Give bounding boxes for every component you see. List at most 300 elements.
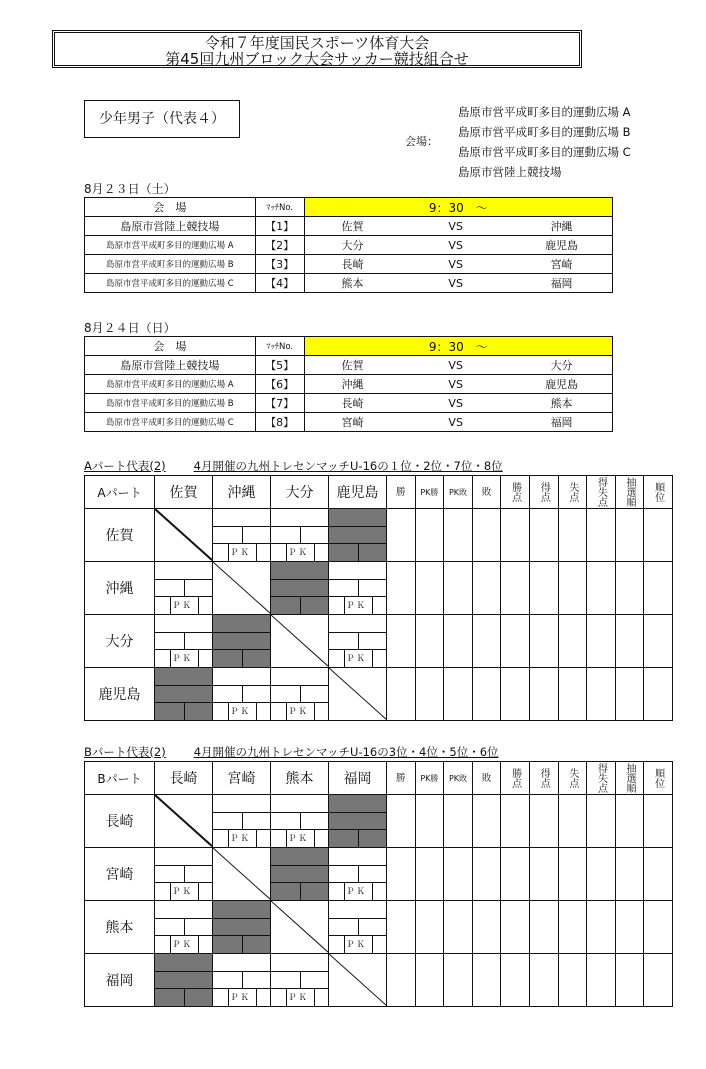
pk-label: ＰＫ — [172, 940, 194, 950]
stat-cell — [587, 562, 616, 615]
diagonal-slash — [155, 795, 212, 846]
stat-header — [415, 762, 444, 795]
stat-cell — [415, 509, 444, 562]
stat-cell — [387, 954, 416, 1007]
shaded-score-cell — [329, 795, 386, 847]
schedule-table — [84, 336, 613, 432]
stat-header — [501, 476, 530, 509]
score-cell — [271, 954, 328, 1006]
stat-header-label: 順位 — [652, 768, 664, 788]
result-cell — [329, 615, 387, 668]
stat-cell — [501, 509, 530, 562]
result-cell — [213, 954, 271, 1007]
team-row-header: 大分 — [85, 615, 155, 668]
stat-cell — [472, 668, 501, 721]
league-row — [85, 615, 673, 668]
match-venue: 島原市営平成町多目的運動広場 C — [85, 274, 256, 293]
league-row — [85, 562, 673, 615]
stat-cell — [472, 509, 501, 562]
stat-cell — [472, 615, 501, 668]
shaded-score-cell — [155, 954, 212, 1006]
score-cell — [155, 901, 212, 953]
match-away: 宮崎 — [511, 255, 612, 274]
pk-label: ＰＫ — [288, 834, 310, 844]
stat-header — [644, 476, 673, 509]
pk-label: ＰＫ — [346, 940, 368, 950]
match-away: 熊本 — [511, 394, 612, 413]
stat-header-label: 勝点 — [509, 768, 521, 788]
team-column-header: 大分 — [271, 476, 329, 509]
stat-cell — [587, 509, 616, 562]
score-cell — [155, 848, 212, 900]
result-cell — [271, 668, 329, 721]
stat-cell — [444, 901, 473, 954]
venue-item: 島原市営平成町多目的運動広場 C — [458, 145, 631, 159]
stat-cell — [615, 954, 644, 1007]
shaded-score-cell — [213, 615, 270, 667]
stat-header-label: 失点 — [566, 768, 578, 788]
diagonal-slash — [213, 848, 270, 899]
stat-cell — [529, 901, 558, 954]
venue-item: 島原市営平成町多目的運動広場 B — [458, 125, 631, 139]
match-number: 【5】 — [255, 356, 304, 375]
match-vs: VS — [400, 236, 511, 255]
match-away: 大分 — [511, 356, 612, 375]
result-cell — [155, 615, 213, 668]
match-vs: VS — [400, 413, 511, 432]
team-column-header: 宮崎 — [213, 762, 271, 795]
stat-cell — [387, 509, 416, 562]
stat-cell — [615, 901, 644, 954]
result-cell — [213, 901, 271, 954]
score-cell — [329, 848, 386, 900]
match-no-header: ﾏｯﾁNo. — [255, 337, 304, 356]
shaded-score-cell — [213, 901, 270, 953]
result-cell — [271, 954, 329, 1007]
match-venue: 島原市営平成町多目的運動広場 A — [85, 236, 256, 255]
team-row-header: 福岡 — [85, 954, 155, 1007]
pk-label: ＰＫ — [172, 654, 194, 664]
match-venue: 島原市営平成町多目的運動広場 B — [85, 255, 256, 274]
stat-header — [387, 762, 416, 795]
match-venue: 島原市営平成町多目的運動広場 C — [85, 413, 256, 432]
result-cell — [155, 954, 213, 1007]
score-cell — [213, 509, 270, 561]
stat-cell — [615, 668, 644, 721]
score-cell — [329, 615, 386, 667]
stat-header — [501, 762, 530, 795]
match-row — [85, 274, 613, 293]
league-row — [85, 668, 673, 721]
stat-header — [587, 476, 616, 509]
stat-header — [615, 476, 644, 509]
match-venue: 島原市営平成町多目的運動広場 A — [85, 375, 256, 394]
match-row — [85, 255, 613, 274]
stat-cell — [387, 562, 416, 615]
match-home: 沖縄 — [304, 375, 400, 394]
match-row — [85, 375, 613, 394]
part-heading — [84, 744, 624, 760]
match-home: 佐賀 — [304, 217, 400, 236]
stat-cell — [444, 562, 473, 615]
match-no-header: ﾏｯﾁNo. — [255, 198, 304, 217]
stat-header-label: 失点 — [566, 482, 578, 502]
stat-cell — [501, 668, 530, 721]
stat-cell — [529, 615, 558, 668]
result-cell — [329, 562, 387, 615]
score-cell — [329, 901, 386, 953]
score-cell — [271, 668, 328, 720]
pk-label: ＰＫ — [230, 993, 252, 1003]
team-row-header: 鹿児島 — [85, 668, 155, 721]
result-cell — [329, 509, 387, 562]
stat-header-label: 敗 — [481, 772, 492, 784]
diagonal-slash — [271, 901, 328, 952]
stat-cell — [501, 901, 530, 954]
stat-header — [529, 476, 558, 509]
team-row-header: 佐賀 — [85, 509, 155, 562]
match-away: 福岡 — [511, 274, 612, 293]
match-home: 熊本 — [304, 274, 400, 293]
match-away: 鹿児島 — [511, 236, 612, 255]
stat-cell — [387, 795, 416, 848]
stat-cell — [501, 848, 530, 901]
diagonal-slash — [329, 668, 386, 719]
stat-header-label: PK敗 — [448, 487, 468, 497]
stat-cell — [529, 668, 558, 721]
stat-header — [587, 762, 616, 795]
stat-cell — [529, 562, 558, 615]
pk-label: ＰＫ — [288, 707, 310, 717]
result-cell — [271, 848, 329, 901]
stat-cell — [587, 954, 616, 1007]
match-home: 長崎 — [304, 394, 400, 413]
result-cell — [329, 668, 387, 721]
match-vs: VS — [400, 394, 511, 413]
part-corner: Bパート — [85, 762, 155, 795]
match-vs: VS — [400, 217, 511, 236]
result-cell — [155, 509, 213, 562]
stat-header-label: PK敗 — [448, 773, 468, 783]
venue-item: 島原市営陸上競技場 — [458, 165, 562, 179]
result-cell — [271, 615, 329, 668]
title-line2: 第45回九州ブロック大会サッカー競技組合せ — [165, 50, 469, 68]
venue-header: 会 場 — [85, 198, 256, 217]
stat-header-label: 敗 — [481, 486, 492, 498]
category-box: 少年男子（代表４） — [84, 100, 240, 138]
venue-header: 会 場 — [85, 337, 256, 356]
schedule-header-row — [85, 198, 613, 217]
match-vs: VS — [400, 356, 511, 375]
stat-cell — [444, 848, 473, 901]
kickoff-time: 9：30 ～ — [304, 337, 612, 356]
stat-header-label: 得失点 — [595, 477, 607, 507]
schedule-date: 8月２３日（土） — [84, 182, 176, 196]
pk-label: ＰＫ — [346, 654, 368, 664]
stat-cell — [472, 954, 501, 1007]
stat-cell — [587, 615, 616, 668]
stat-cell — [558, 795, 587, 848]
stat-cell — [444, 668, 473, 721]
result-cell — [155, 901, 213, 954]
document-title — [52, 30, 582, 68]
match-vs: VS — [400, 255, 511, 274]
stat-cell — [644, 615, 673, 668]
stat-cell — [644, 954, 673, 1007]
shaded-score-cell — [271, 562, 328, 614]
stat-cell — [558, 509, 587, 562]
match-home: 長崎 — [304, 255, 400, 274]
stat-cell — [415, 954, 444, 1007]
team-column-header: 沖縄 — [213, 476, 271, 509]
stat-cell — [501, 615, 530, 668]
match-row — [85, 356, 613, 375]
part-note: 4月開催の九州トレセンマッチU-16の3位・4位・5位・6位 — [193, 745, 499, 759]
stat-header-label: 得点 — [538, 482, 550, 502]
stat-header-label: 得失点 — [595, 763, 607, 793]
stat-cell — [587, 668, 616, 721]
stat-cell — [387, 668, 416, 721]
part-title: Aパート代表(2) — [84, 459, 166, 473]
pk-label: ＰＫ — [288, 548, 310, 558]
stat-cell — [472, 562, 501, 615]
match-vs: VS — [400, 274, 511, 293]
shaded-score-cell — [329, 509, 386, 561]
score-cell — [329, 562, 386, 614]
stat-header — [472, 476, 501, 509]
stat-cell — [444, 615, 473, 668]
stat-cell — [415, 795, 444, 848]
score-cell — [213, 954, 270, 1006]
result-cell — [329, 901, 387, 954]
part-corner: Aパート — [85, 476, 155, 509]
stat-cell — [615, 848, 644, 901]
match-venue: 島原市営陸上競技場 — [85, 356, 256, 375]
match-venue: 島原市営陸上競技場 — [85, 217, 256, 236]
league-table — [84, 761, 673, 1007]
stat-cell — [558, 615, 587, 668]
stat-cell — [529, 795, 558, 848]
stat-cell — [444, 954, 473, 1007]
stat-header-label: 順位 — [652, 482, 664, 502]
stat-header-label: 勝 — [396, 486, 406, 498]
result-cell — [155, 562, 213, 615]
stat-cell — [415, 901, 444, 954]
result-cell — [271, 901, 329, 954]
stat-header-label: 得点 — [538, 768, 550, 788]
diagonal-slash — [329, 954, 386, 1005]
shaded-score-cell — [271, 848, 328, 900]
team-column-header: 熊本 — [271, 762, 329, 795]
stat-header-label: 勝点 — [509, 482, 521, 502]
team-row-header: 沖縄 — [85, 562, 155, 615]
stat-header — [444, 762, 473, 795]
result-cell — [213, 848, 271, 901]
stat-cell — [387, 901, 416, 954]
stat-cell — [472, 901, 501, 954]
stat-cell — [415, 615, 444, 668]
stat-cell — [415, 562, 444, 615]
venue-list — [458, 102, 631, 182]
pk-label: ＰＫ — [346, 887, 368, 897]
stat-cell — [415, 668, 444, 721]
team-column-header: 佐賀 — [155, 476, 213, 509]
stat-cell — [615, 562, 644, 615]
score-cell — [271, 795, 328, 847]
match-row — [85, 236, 613, 255]
stat-cell — [615, 795, 644, 848]
stat-cell — [387, 615, 416, 668]
match-vs: VS — [400, 375, 511, 394]
stat-cell — [558, 848, 587, 901]
match-number: 【8】 — [255, 413, 304, 432]
stat-cell — [615, 615, 644, 668]
pk-label: ＰＫ — [288, 993, 310, 1003]
team-row-header: 長崎 — [85, 795, 155, 848]
stat-header — [472, 762, 501, 795]
result-cell — [271, 562, 329, 615]
team-column-header: 長崎 — [155, 762, 213, 795]
stat-cell — [444, 509, 473, 562]
league-header-row — [85, 476, 673, 509]
stat-cell — [558, 901, 587, 954]
score-cell — [213, 668, 270, 720]
stat-cell — [558, 668, 587, 721]
team-column-header: 鹿児島 — [329, 476, 387, 509]
match-number: 【6】 — [255, 375, 304, 394]
stat-cell — [529, 509, 558, 562]
stat-cell — [644, 509, 673, 562]
result-cell — [271, 795, 329, 848]
diagonal-slash — [213, 562, 270, 613]
diagonal-slash — [271, 615, 328, 666]
stat-header-label: 勝 — [396, 772, 406, 784]
pk-label: ＰＫ — [172, 601, 194, 611]
league-row — [85, 795, 673, 848]
venue-item: 島原市営平成町多目的運動広場 A — [458, 105, 631, 119]
stat-header-label: PK勝 — [420, 487, 439, 497]
stat-header — [644, 762, 673, 795]
stat-header — [615, 762, 644, 795]
stat-header-label: PK勝 — [420, 773, 439, 783]
stat-cell — [644, 795, 673, 848]
result-cell — [213, 562, 271, 615]
pk-label: ＰＫ — [230, 834, 252, 844]
stat-header — [558, 476, 587, 509]
result-cell — [329, 848, 387, 901]
stat-cell — [587, 848, 616, 901]
league-row — [85, 954, 673, 1007]
team-row-header: 宮崎 — [85, 848, 155, 901]
result-cell — [213, 795, 271, 848]
stat-cell — [529, 848, 558, 901]
team-column-header: 福岡 — [329, 762, 387, 795]
stat-cell — [501, 562, 530, 615]
schedule-table — [84, 197, 613, 293]
venue-label: 会場： — [405, 135, 438, 148]
match-number: 【7】 — [255, 394, 304, 413]
result-cell — [155, 668, 213, 721]
stat-header — [558, 762, 587, 795]
title-line1: 令和７年度国民スポーツ体育大会 — [204, 34, 430, 52]
match-row — [85, 413, 613, 432]
score-cell — [213, 795, 270, 847]
kickoff-time: 9：30 ～ — [304, 198, 612, 217]
diagonal-slash — [155, 509, 212, 560]
stat-header — [387, 476, 416, 509]
result-cell — [155, 795, 213, 848]
match-home: 佐賀 — [304, 356, 400, 375]
result-cell — [213, 615, 271, 668]
score-cell — [155, 615, 212, 667]
stat-cell — [558, 954, 587, 1007]
match-venue: 島原市営平成町多目的運動広場 B — [85, 394, 256, 413]
result-cell — [329, 795, 387, 848]
stat-header — [444, 476, 473, 509]
pk-label: ＰＫ — [172, 887, 194, 897]
stat-cell — [644, 848, 673, 901]
match-number: 【4】 — [255, 274, 304, 293]
schedule-header-row — [85, 337, 613, 356]
stat-cell — [615, 509, 644, 562]
league-row — [85, 509, 673, 562]
stat-cell — [529, 954, 558, 1007]
score-cell — [271, 509, 328, 561]
result-cell — [213, 668, 271, 721]
league-row — [85, 901, 673, 954]
schedule-date: 8月２４日（日） — [84, 321, 176, 335]
league-table — [84, 475, 673, 721]
stat-header — [529, 762, 558, 795]
stat-cell — [558, 562, 587, 615]
part-note: 4月開催の九州トレセンマッチU-16の１位・2位・7位・8位 — [193, 459, 503, 473]
shaded-score-cell — [155, 668, 212, 720]
result-cell — [155, 848, 213, 901]
match-number: 【3】 — [255, 255, 304, 274]
match-number: 【1】 — [255, 217, 304, 236]
result-cell — [271, 509, 329, 562]
part-heading — [84, 458, 624, 474]
stat-cell — [387, 848, 416, 901]
league-header-row — [85, 762, 673, 795]
match-row — [85, 394, 613, 413]
pk-label: ＰＫ — [230, 707, 252, 717]
stat-header-label: 抽選順 — [624, 477, 636, 507]
stat-cell — [644, 901, 673, 954]
match-number: 【2】 — [255, 236, 304, 255]
league-row — [85, 848, 673, 901]
team-row-header: 熊本 — [85, 901, 155, 954]
stat-cell — [644, 562, 673, 615]
match-away: 鹿児島 — [511, 375, 612, 394]
part-title: Bパート代表(2) — [84, 745, 166, 759]
stat-cell — [472, 795, 501, 848]
match-away: 福岡 — [511, 413, 612, 432]
stat-cell — [501, 954, 530, 1007]
result-cell — [213, 509, 271, 562]
result-cell — [329, 954, 387, 1007]
match-home: 大分 — [304, 236, 400, 255]
stat-cell — [472, 848, 501, 901]
stat-cell — [587, 795, 616, 848]
stat-cell — [587, 901, 616, 954]
stat-cell — [644, 668, 673, 721]
pk-label: ＰＫ — [346, 601, 368, 611]
stat-cell — [444, 795, 473, 848]
pk-label: ＰＫ — [230, 548, 252, 558]
match-home: 宮崎 — [304, 413, 400, 432]
score-cell — [155, 562, 212, 614]
